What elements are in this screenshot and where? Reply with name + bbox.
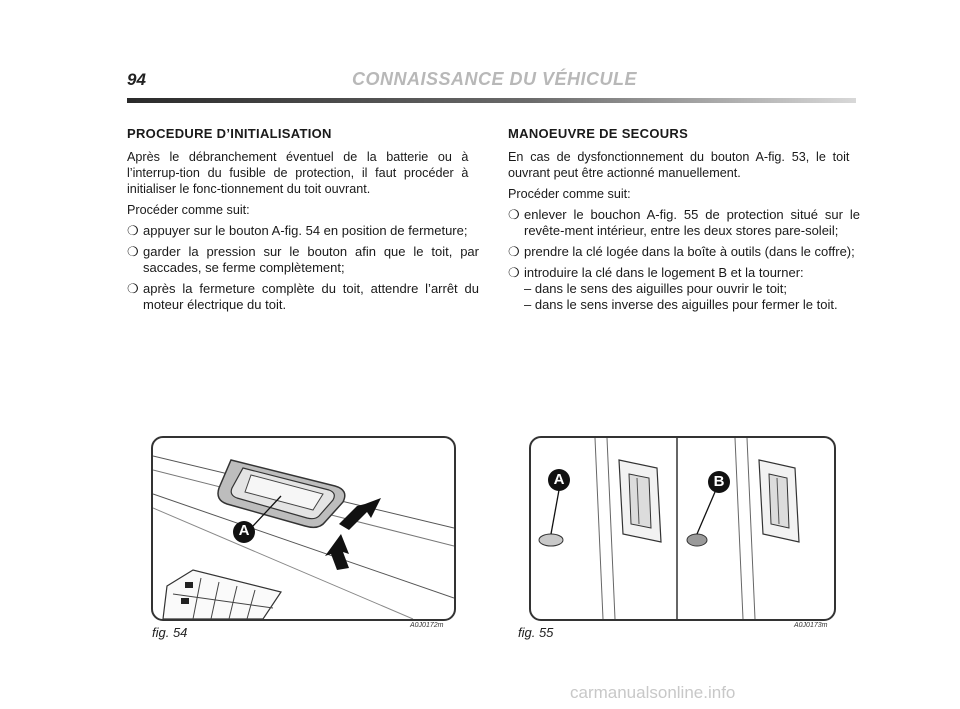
figure-55 xyxy=(529,436,836,621)
left-column xyxy=(127,126,479,318)
initialisation-lead: Procéder comme suit: xyxy=(127,202,250,217)
bullet-circle-icon: ❍ xyxy=(508,265,520,280)
initialisation-intro: Après le débranchement éventuel de la batterie ou à l’interrup-tion du fusible de protection, il faut procéder à initialiser le fonc-tionnement du toit ouvrant. xyxy=(127,149,469,196)
bullet-item xyxy=(508,207,860,239)
bullet-item xyxy=(127,223,479,239)
page-number: 94 xyxy=(127,70,146,89)
right-column xyxy=(508,126,860,318)
sub-line-open: – dans le sens des aiguilles pour ouvrir le toit; xyxy=(524,281,788,296)
bullet-item xyxy=(127,244,479,276)
bullet-text: introduire la clé dans le logement B et la tourner: xyxy=(524,265,804,280)
callout-a-badge xyxy=(153,438,454,619)
figure-54 xyxy=(151,436,456,621)
bullet-text: enlever le bouchon A-fig. 55 de protection situé sur le revête-ment intérieur, entre les deux stores pare-soleil; xyxy=(524,207,860,238)
bullet-circle-icon: ❍ xyxy=(127,281,139,296)
section-heading-secours: MANOEUVRE DE SECOURS xyxy=(508,126,689,141)
section-heading-initialisation: PROCEDURE D’INITIALISATION xyxy=(127,126,332,141)
bullet-text: appuyer sur le bouton A-fig. 54 en position de fermeture; xyxy=(143,223,468,238)
sub-line-close: – dans le sens inverse des aiguilles pour fermer le toit. xyxy=(524,297,838,312)
bullet-circle-icon: ❍ xyxy=(127,244,139,259)
bullet-item xyxy=(127,281,479,313)
figure-55-code: A0J0173m xyxy=(794,622,828,629)
bullet-circle-icon: ❍ xyxy=(508,244,520,259)
figure-55-label: fig. 55 xyxy=(518,625,554,640)
callout-b-label: B xyxy=(713,473,725,490)
bullet-text: après la fermeture complète du toit, attendre l’arrêt du moteur électrique du toit. xyxy=(143,281,479,312)
manual-roof-crank-illustration xyxy=(531,438,834,619)
figure-54-code: A0J0172m xyxy=(410,622,444,629)
bullet-circle-icon: ❍ xyxy=(127,223,139,238)
header-title: CONNAISSANCE DU VÉHICULE xyxy=(352,69,638,89)
callout-a-label: A xyxy=(553,471,565,488)
bullet-text: prendre la clé logée dans la boîte à outils (dans le coffre); xyxy=(524,244,855,259)
bullet-circle-icon: ❍ xyxy=(508,207,520,222)
bullet-item xyxy=(508,244,860,260)
bullet-item xyxy=(508,265,860,313)
secours-lead: Procéder comme suit: xyxy=(508,186,631,201)
callout-a-label: A xyxy=(238,522,250,539)
watermark: carmanualsonline.info xyxy=(570,683,736,702)
figure-54-label: fig. 54 xyxy=(152,625,188,640)
header-rule xyxy=(127,98,856,103)
bullet-text: garder la pression sur le bouton afin que le toit, par saccades, se ferme complètement; xyxy=(143,244,479,275)
secours-intro: En cas de dysfonctionnement du bouton A-fig. 53, le toit ouvrant peut être actionné manuellement. xyxy=(508,149,850,180)
